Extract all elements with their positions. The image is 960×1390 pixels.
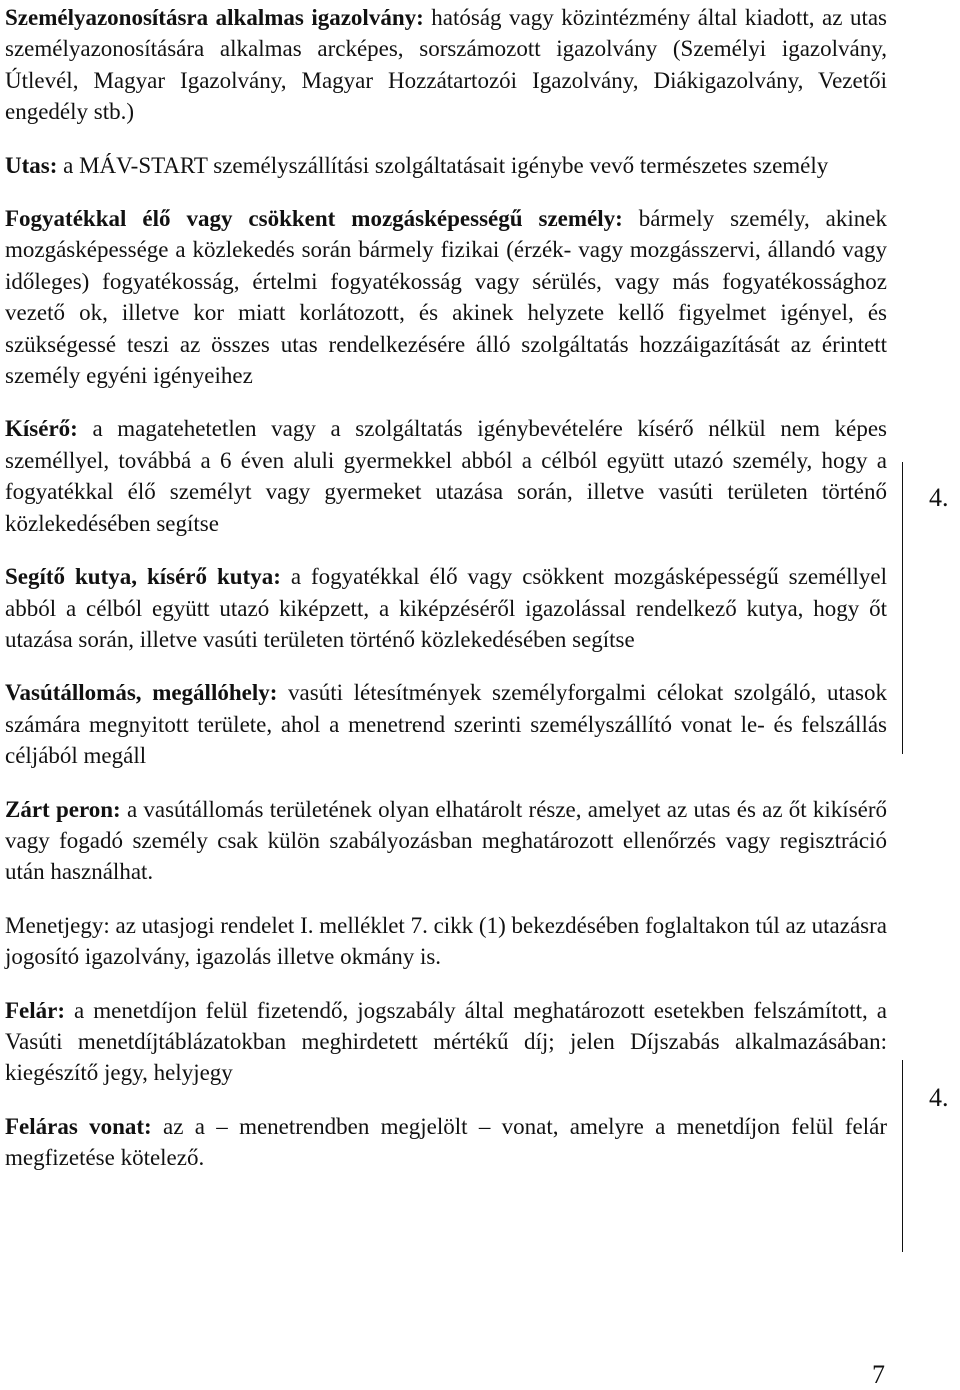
definition-term: Fogyatékkal élő vagy csökkent mozgásképességű személy: xyxy=(5,206,623,232)
definition-text: a fogyatékkal élő vagy csökkent mozgásképességű személlyel abból a célból együtt utazó kiképzett, a kiképzéséről igazolással rendelkező kutya, hogy őt utazása során, illetve vasúti területen történő közlekedésében segítse xyxy=(5,564,887,652)
definition-text: a MÁV-START személyszállítási szolgáltatásait igénybe vevő természetes személy xyxy=(57,152,829,178)
definition-term: Utas: xyxy=(5,152,58,178)
definition-term: Személyazonosításra alkalmas igazolvány: xyxy=(5,5,424,30)
definition-term: Kísérő: xyxy=(5,416,78,442)
definition-text: vasúti létesítmények személyforgalmi célokat szolgáló, utasok számára megnyitott területe, ahol a menetrend szerinti személyszállító vonat le- és felszállás céljából megáll xyxy=(5,680,887,769)
definition-felar xyxy=(5,995,887,1089)
change-bar xyxy=(902,462,903,754)
definition-kisero xyxy=(5,413,887,539)
document-body xyxy=(5,2,887,1174)
margin-note: 4. xyxy=(929,483,949,512)
definition-term: Feláras vonat: xyxy=(5,1113,152,1139)
page-number: 7 xyxy=(872,1360,885,1389)
definition-text: a vasútállomás területének olyan elhatárolt része, amelyet az utas és az őt kikísérő vagy fogadó személy csak külön szabályozásban meghatározott ellenőrzés vagy regisztráció után használhat. xyxy=(5,796,888,885)
definition-zart-peron xyxy=(5,794,887,888)
definition-feleras-vonat xyxy=(5,1111,887,1174)
definition-fogyatekkal-elo xyxy=(5,203,887,391)
definition-szemelyazonositasra xyxy=(5,2,887,128)
margin-note: 4. xyxy=(929,1083,949,1112)
definition-menetjegy xyxy=(5,910,887,973)
change-bar xyxy=(902,1060,903,1252)
definition-text: bármely személy, akinek mozgásképessége a közlekedés során bármely fizikai (érzék- vagy mozgásszervi, állandó vagy időleges) fogyatékosság, értelmi fogyatékosság vagy sérülés, vagy más fogyatékossághoz vezető ok, illetve kor miatt korlátozott, és akinek helyzete kellő figyelmet igényel, és szükségessé teszi az összes utas rendelkezésére álló szolgáltatás hozzáigazítását az érintett személy egyéni igényeihez xyxy=(5,206,887,389)
definition-segito-kutya xyxy=(5,561,887,655)
definition-text: az a – menetrendben megjelölt – vonat, amelyre a menetdíjon felül felár megfizetése kötelező. xyxy=(5,1113,888,1171)
definition-term: Segítő kutya, kísérő kutya: xyxy=(5,564,281,590)
definition-vasutallomas xyxy=(5,677,887,771)
definition-text: hatóság vagy közintézmény által kiadott, az utas személyazonosítására alkalmas arcképes, sorszámozott igazolvány (Személyi igazolvány, Útlevél, Magyar Igazolvány, Magyar Hozzátartozói Igazolvány, Diákigazolvány, Vezetői engedély stb.) xyxy=(5,5,888,125)
definition-term: Felár: xyxy=(5,997,66,1023)
definition-text: a menetdíjon felül fizetendő, jogszabály által meghatározott esetekben felszámított, a Vasúti menetdíjtáblázatokban meghirdetett mértékű díj; jelen Díjszabás alkalmazásában: kiegészítő jegy, helyjegy xyxy=(5,997,887,1086)
definition-text: Menetjegy: az utasjogi rendelet I. melléklet 7. cikk (1) bekezdésében foglaltakon túl az utazásra jogosító igazolvány, igazolás illetve okmány is. xyxy=(5,912,887,970)
definition-term: Vasútállomás, megállóhely: xyxy=(5,680,278,706)
definition-text: a magatehetetlen vagy a szolgáltatás igénybevételére kísérő nélkül nem képes személlyel, továbbá a 6 éven aluli gyermekkel abból a célból együtt utazó személy, hogy a fogyatékkal élő személyt vagy gyermeket utazása során, illetve vasúti területen történő közlekedésében segítse xyxy=(5,416,887,536)
definition-utas xyxy=(5,150,887,181)
definition-term: Zárt peron: xyxy=(5,796,121,822)
